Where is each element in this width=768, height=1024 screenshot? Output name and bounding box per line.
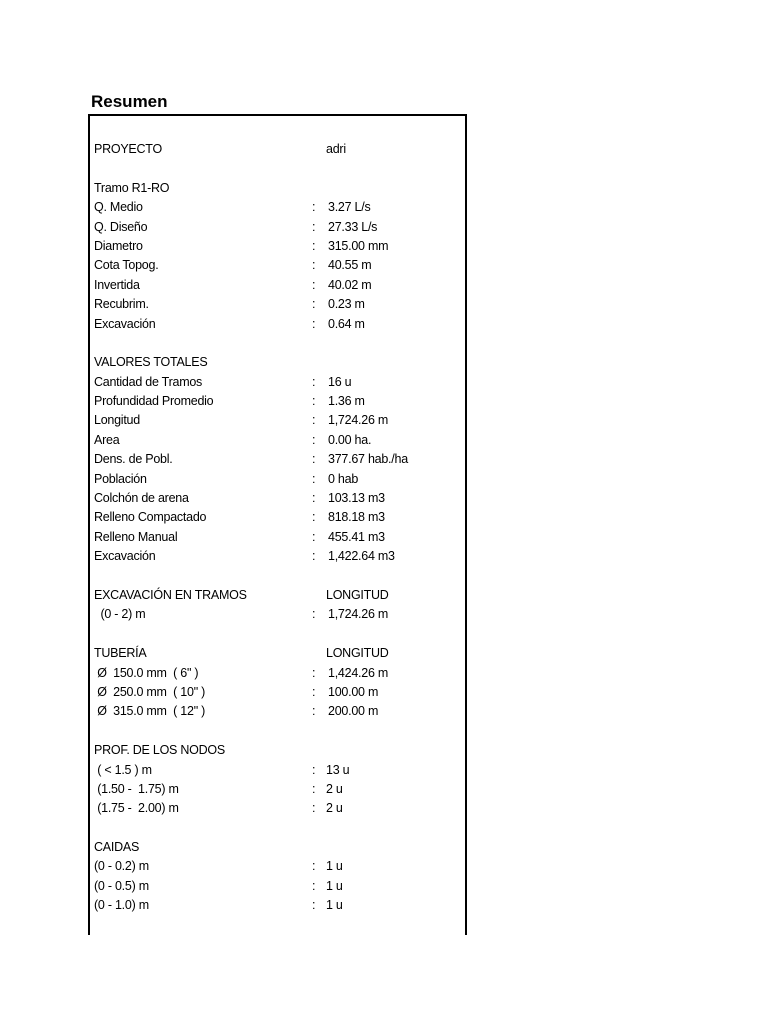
row-colon: : [312,549,316,564]
spacer [94,819,464,838]
row-colon: : [312,878,316,893]
row-colon: : [312,200,316,215]
row-label: Excavación [94,549,156,564]
spacer [94,334,464,353]
row-label: Colchón de arena [94,491,189,506]
row-label: Ø 250.0 mm ( 10" ) [94,684,206,699]
row-label: Dens. de Pobl. [94,452,173,467]
row-value: 1 u [326,898,343,913]
tramo-row-invertida [94,276,464,295]
tuberia-row [94,664,464,683]
row-value: 1 u [326,859,343,874]
row-value: 1 u [326,878,343,893]
row-label: Diametro [94,238,143,253]
row-label: Recubrim. [94,297,149,312]
caidas-row [94,896,464,915]
row-value: 0 hab [328,471,359,486]
row-label: ( < 1.5 ) m [94,762,152,777]
tuberia-row [94,683,464,702]
row-colon: : [312,277,316,292]
section-heading-tuberia [94,644,464,663]
row-value: 40.02 m [328,277,372,292]
row-value: 1,724.26 m [328,413,389,428]
section-heading-caidas [94,838,464,857]
row-colon: : [312,219,316,234]
row-colon: : [312,413,316,428]
row-value: 13 u [326,762,350,777]
section-heading-label: EXCAVACIÓN EN TRAMOS [94,587,247,602]
row-colon: : [312,762,316,777]
totales-row [94,547,464,566]
row-colon: : [312,781,316,796]
row-colon: : [312,471,316,486]
caidas-row [94,877,464,896]
totales-row [94,508,464,527]
row-label: Población [94,471,147,486]
section-heading-nodos [94,741,464,760]
row-label: Profundidad Promedio [94,394,214,409]
row-colon: : [312,684,316,699]
row-colon: : [312,665,316,680]
row-label: Excavación [94,316,156,331]
row-label: (0 - 2) m [94,607,146,622]
tramo-row-excavacion [94,315,464,334]
row-label: Cantidad de Tramos [94,374,203,389]
spacer [94,567,464,586]
nodos-row [94,799,464,818]
row-colon: : [312,607,316,622]
page-title: Resumen [91,92,168,111]
row-colon: : [312,374,316,389]
nodos-row [94,761,464,780]
row-value: 0.00 ha. [328,432,372,447]
totales-row [94,411,464,430]
row-colon: : [312,394,316,409]
row-colon: : [312,898,316,913]
row-label: Ø 315.0 mm ( 12" ) [94,704,206,719]
project-value: adri [326,142,346,156]
row-label: Relleno Compactado [94,510,207,525]
section-heading-col2: LONGITUD [326,587,389,602]
project-row [94,140,464,159]
row-value: 2 u [326,801,343,816]
row-colon: : [312,452,316,467]
row-colon: : [312,297,316,312]
row-colon: : [312,859,316,874]
project-label: PROYECTO [94,142,162,156]
row-label: (0 - 1.0) m [94,898,149,913]
totales-row [94,528,464,547]
row-colon: : [312,801,316,816]
section-heading-excavacion-tramos [94,586,464,605]
row-label: Relleno Manual [94,529,178,544]
row-colon: : [312,238,316,253]
section-heading-label: TUBERÍA [94,646,147,661]
row-label: (1.75 - 2.00) m [94,801,179,816]
section-heading-tramo [94,179,464,198]
row-value: 818.18 m3 [328,510,385,525]
section-heading-totales [94,353,464,372]
caidas-row [94,857,464,876]
row-label: Q. Medio [94,200,143,215]
section-heading-label: Tramo R1-RO [94,180,170,195]
section-heading-col2: LONGITUD [326,646,389,661]
summary-content [94,140,464,916]
tramo-row-recubrim [94,295,464,314]
row-value: 27.33 L/s [328,219,378,234]
row-colon: : [312,491,316,506]
row-value: 0.23 m [328,297,365,312]
row-value: 16 u [328,374,352,389]
row-colon: : [312,529,316,544]
spacer [94,625,464,644]
row-colon: : [312,316,316,331]
tramo-row-q-diseno [94,218,464,237]
tramo-row-diametro [94,237,464,256]
nodos-row [94,780,464,799]
tramo-row-cota-topog [94,256,464,275]
row-value: 2 u [326,781,343,796]
row-label: (0 - 0.5) m [94,878,149,893]
row-value: 40.55 m [328,258,372,273]
tramo-row-q-medio [94,198,464,217]
row-value: 315.00 mm [328,238,389,253]
row-label: Ø 150.0 mm ( 6" ) [94,665,199,680]
row-colon: : [312,510,316,525]
row-value: 1,422.64 m3 [328,549,395,564]
section-heading-label: CAIDAS [94,840,140,855]
row-label: (0 - 0.2) m [94,859,149,874]
row-value: 3.27 L/s [328,200,371,215]
totales-row [94,392,464,411]
row-value: 103.13 m3 [328,491,385,506]
tuberia-row [94,702,464,721]
spacer [94,159,464,178]
totales-row [94,373,464,392]
section-heading-label: VALORES TOTALES [94,355,208,370]
row-label: Area [94,432,120,447]
row-value: 377.67 hab./ha [328,452,408,467]
row-value: 1,724.26 m [328,607,389,622]
row-colon: : [312,258,316,273]
row-label: Cota Topog. [94,258,159,273]
row-value: 1.36 m [328,394,365,409]
totales-row [94,489,464,508]
totales-row [94,470,464,489]
row-value: 455.41 m3 [328,529,385,544]
row-label: Invertida [94,277,140,292]
row-value: 0.64 m [328,316,365,331]
excavacion-tramos-row [94,605,464,624]
row-value: 100.00 m [328,684,379,699]
row-value: 1,424.26 m [328,665,389,680]
section-heading-label: PROF. DE LOS NODOS [94,743,225,758]
spacer [94,722,464,741]
row-label: (1.50 - 1.75) m [94,781,179,796]
row-value: 200.00 m [328,704,379,719]
row-label: Q. Diseño [94,219,148,234]
row-colon: : [312,432,316,447]
row-colon: : [312,704,316,719]
totales-row [94,431,464,450]
totales-row [94,450,464,469]
row-label: Longitud [94,413,140,428]
